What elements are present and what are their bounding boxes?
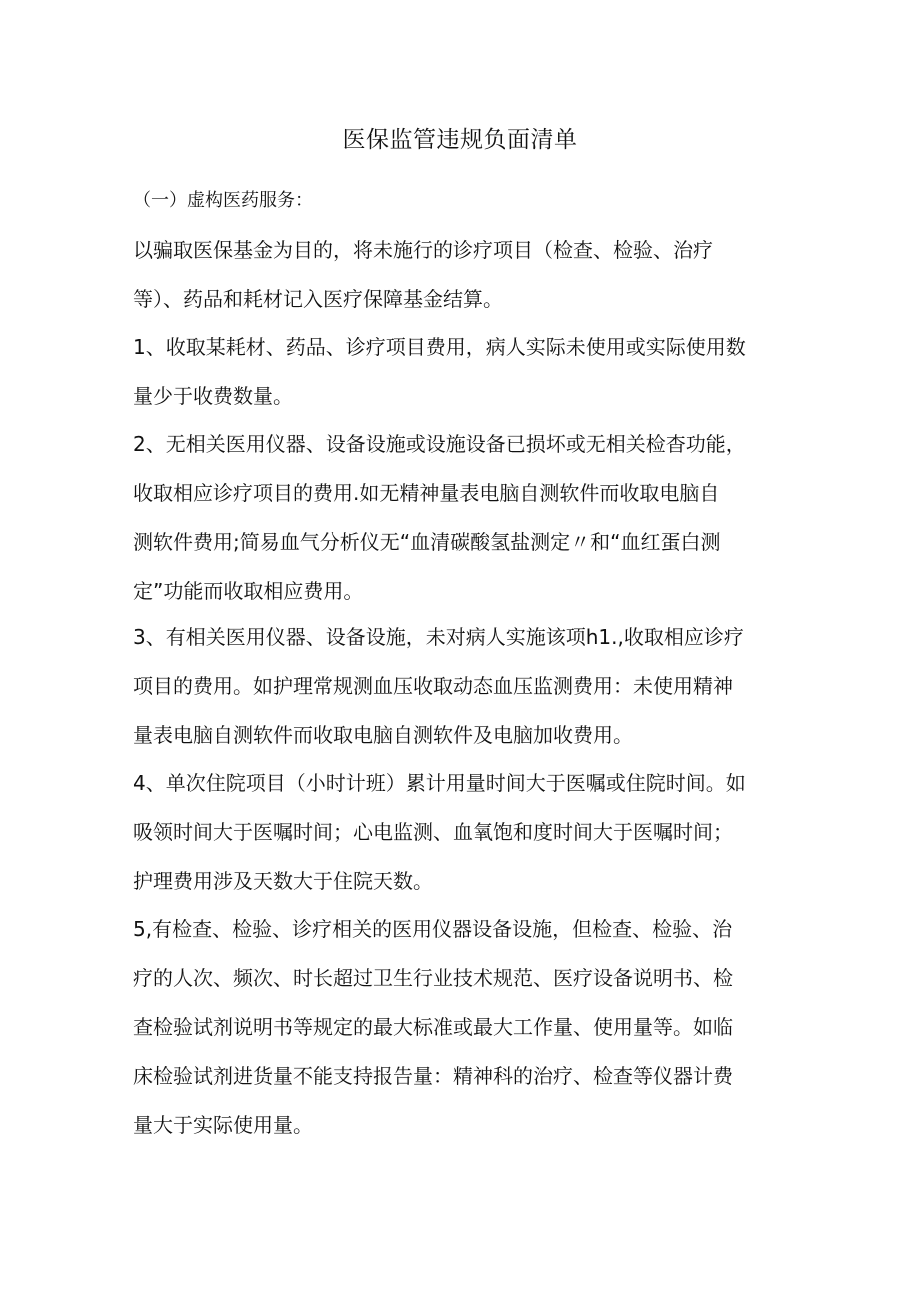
paragraph-item-3	[133, 613, 793, 760]
paragraph-item-5	[133, 905, 793, 1150]
text-line: 5,有检查、检验、诊疗相关的医用仪器设备设施，但检查、检验、治	[133, 917, 733, 941]
text-line: 定”功能而收取相应费用。	[133, 579, 364, 603]
text-line: 2、无相关医用仪器、设备设施或设施设备已损坏或无相关检杳功能，	[133, 432, 746, 456]
text-line: 以骗取医保基金为目的，将未施行的诊疗项目（检查、检验、治疗	[133, 238, 713, 262]
paragraph-item-1	[133, 323, 793, 421]
section-heading: （一）虚构医药服务：	[133, 190, 313, 211]
text-line: 疗的人次、频次、时长超过卫生行业技术规范、医疗设备说明书、检	[133, 966, 733, 990]
text-line: 收取相应诊疗项目的费用.如无精神量表电脑自测软件而收取电脑自	[133, 481, 720, 505]
text-line: 项目的费用。如护理常规测血压收取动态血压监测费用：未使用精神	[133, 674, 733, 698]
text-line: 吸领时间大于医嘱时间；心电监测、血氧饱和度时间大于医嘱时间；	[133, 820, 733, 844]
document-title: 医保监管违规负面清单	[342, 127, 578, 153]
text-line: 等）、药品和耗材记入医疗保障基金结算。	[133, 287, 503, 311]
text-line: 查检验试剂说明书等规定的最大标准或最大工作量、使用量等。如临	[133, 1015, 733, 1039]
paragraph-item-2	[133, 420, 793, 616]
text-line: 量表电脑自测软件而收取电脑自测软件及电脑加收费用。	[133, 723, 633, 747]
text-line: 测软件费用;简易血气分析仪无“血清碳酸氢盐测定〃和“血红蛋白测	[133, 530, 721, 554]
text-line: 4、单次住院项目（小时计班）累计用量时间大于医嘱或住院时间。如	[133, 771, 746, 795]
text-line: 量大于实际使用量。	[133, 1113, 313, 1137]
text-line: 1、收取某耗材、药品、诊疗项目费用，病人实际未使用或实际使用数	[133, 335, 746, 359]
text-line: 床检验试剂进货量不能支持报告量：精神科的治疗、检查等仪器计费	[133, 1064, 733, 1088]
paragraph-intro	[133, 226, 793, 324]
paragraph-item-4	[133, 759, 793, 906]
text-line: 量少于收费数量。	[133, 384, 293, 408]
text-line: 护理费用涉及天数大于住院天数。	[133, 869, 433, 893]
text-line: 3、有相关医用仪器、设备设施，未对病人实施该项h1.,收取相应诊疗	[133, 625, 744, 649]
